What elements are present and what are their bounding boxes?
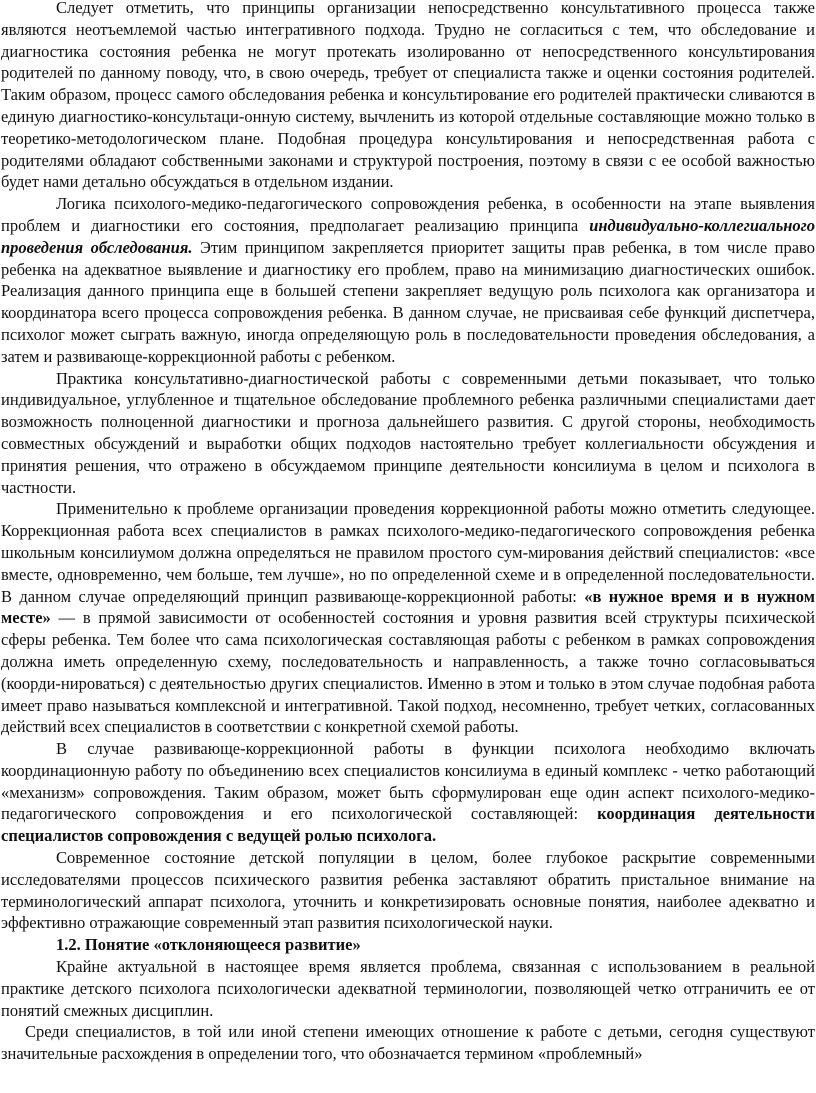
paragraph-5-text-start: В случае развивающе-коррекционной работы в функции психолога необходимо включать координационную работу по объединению всех специалистов консилиума в единый комплекс - четко работающий «механизм» сопровождения. Таким образом, может быть сформулирован еще один аспект психолого-медико-педагогического сопровождения и его психологической составляющей: [1, 739, 815, 824]
principle-right-time-place: «в нужное время и в нужном месте» [1, 586, 815, 628]
paragraph-2-text-end: Этим принципом закрепляется приоритет защиты прав ребенка, в том числе право ребенка на адекватное выявление и диагностику его проблем, право на минимизацию диагностических ошибок. Реализация данного принципа еще в большей степени закрепляет ведущую роль психолога как организатора и координатора всего процесса сопровождения ребенка. В данном случае, не присваивая себе функций диспетчера, психолог может сыграть важную, иногда определяющую роль в последовательности проведения обследования, а затем и развивающе-коррекционной работы с ребенком. [1, 237, 815, 366]
paragraph-8 [1, 1021, 815, 1065]
paragraph-3 [1, 368, 815, 499]
paragraph-1-text: Следует отметить, что принципы организации непосредственно консультативного процесса также являются неотъемлемой частью интегративного подхода. Трудно не согласиться с тем, что обследование и диагностика состояния ребенка не могут протекать изолированно от непосредственного консультирования родителей по данному поводу, что, в свою очередь, требует от специалиста также и оценки состояния родителей. Таким образом, процесс самого обследования ребенка и консультирование его родителей практически сливаются в единую диагностико-консультаци-онную систему, вычленить из которой отдельные составляющие можно только в теоретико-методологическом плане. Подобная процедура консультирования и непосредственная работа с родителями обладают собственными законами и структурой построения, поэтому в связи с ее особой важностью будет нами детально обсуждаться в отдельном издании. [1, 0, 815, 192]
paragraph-6 [1, 847, 815, 934]
paragraph-4-text-end: — в прямой зависимости от особенностей состояния и уровня развития всей структуры психической сферы ребенка. Тем более что сама психологическая составляющая работы с ребенком в рамках сопровождения должна иметь определенную схему, последовательность и направленность, а также точно согласовываться (коорди-нироваться) с деятельностью других специалистов. Именно в этом и только в этом случае подобная работа имеет право называться комплексной и интегративной. Такой подход, несомненно, требует четких, согласованных действий всех специалистов в соответствии с конкретной схемой работы. [1, 608, 815, 737]
paragraph-4-text-start: Применительно к проблеме организации проведения коррекционной работы можно отметить следующее. Коррекционная работа всех специалистов в рамках психолого-медико-педагогического сопровождения ребенка школьным консилиумом должна определяться не правилом простого сум-мирования действий специалистов: «все вместе, одновременно, чем больше, тем лучше», но по определенной схеме и в определенной последовательности. В данном случае определяющий принцип развивающе-коррекционной работы: [1, 499, 815, 606]
paragraph-2 [1, 193, 815, 367]
paragraph-7-text: Крайне актуальной в настоящее время является проблема, связанная с использованием в реальной практике детского психолога психологически адекватной терминологии, позволяющей четко отграничить ее от понятий смежных дисциплин. [1, 957, 815, 1020]
paragraph-3-text: Практика консультативно-диагностической работы с современными детьми показывает, что только индивидуальное, углубленное и тщательное обследование проблемного ребенка различными специалистами дает возможность полноценной диагностики и прогноза дальнейшего развития. С другой стороны, необходимость совместных обсуждений и выработки общих подходов настоятельно требует коллегиальности обсуждения и принятия решения, что отражено в обсуждаемом принципе деятельности консилиума в целом и психолога в частности. [1, 368, 815, 497]
principle-coordination: координация деятельности специалистов сопровождения с ведущей ролью психолога. [1, 804, 816, 846]
paragraph-5 [1, 738, 815, 847]
paragraph-4 [1, 498, 815, 738]
paragraph-8-text: Среди специалистов, в той или иной степени имеющих отношение к работе с детьми, сегодня существуют значительные расхождения в определении того, что обозначается термином «проблемный» [1, 1022, 815, 1064]
paragraph-6-text: Современное состояние детской популяции в целом, более глубокое раскрытие современными исследователями процессов психического развития ребенка заставляют обратить пристальное внимание на терминологический аппарат психолога, уточнить и конкретизировать основные понятия, наиболее адекватно и эффективно отражающие современный этап развития психологической науки. [1, 848, 815, 933]
section-heading: 1.2. Понятие «отклоняющееся развитие» [56, 935, 361, 955]
principle-individual-collegial: индивидуально-коллегиального проведения обследования. [1, 215, 815, 257]
paragraph-1 [1, 0, 815, 193]
paragraph-2-text-start: Логика психолого-медико-педагогического сопровождения ребенка, в особенности на этапе выявления проблем и диагностики его состояния, предполагает реализацию принципа [1, 194, 815, 235]
paragraph-7 [1, 956, 815, 1021]
